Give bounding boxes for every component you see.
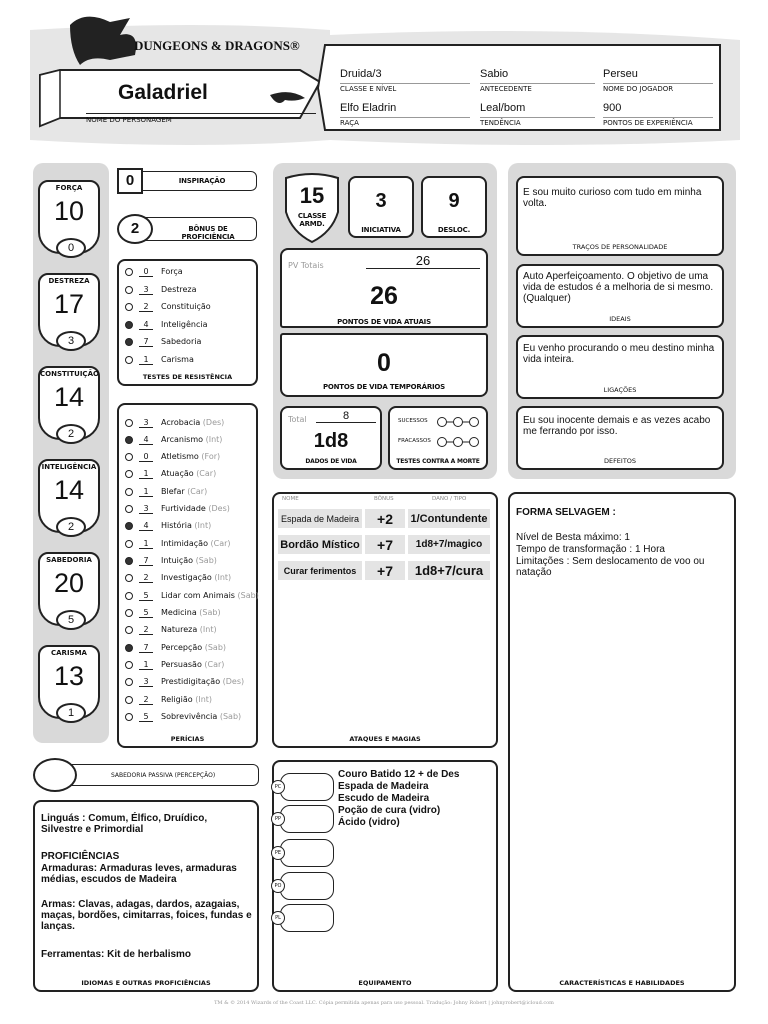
attack-name[interactable]: Bordão Místico	[278, 535, 362, 554]
attack-damage[interactable]: 1d8+7/magico	[408, 535, 490, 554]
passive-wisdom-box	[33, 758, 259, 792]
features-box	[508, 492, 736, 992]
coin-pl[interactable]	[275, 904, 334, 932]
save-dot[interactable]	[125, 321, 133, 329]
attr-name: CONSTITUIÇÃO	[40, 370, 99, 378]
equipment-label: EQUIPAMENTO	[358, 979, 412, 987]
skill-row[interactable]: 1 Blefar (Car)	[125, 483, 207, 500]
save-dot[interactable]	[125, 338, 133, 346]
race-label: RAÇA	[340, 117, 470, 127]
coin-label: PP	[271, 812, 285, 826]
equipment-item[interactable]: Poção de cura (vidro)	[338, 805, 441, 816]
attr-mod: 3	[56, 331, 86, 351]
background-label: ANTECEDENTE	[480, 83, 595, 93]
initiative-label: INICIATIVA	[361, 226, 401, 234]
equipment-item[interactable]: Couro Batido 12 + de Des	[338, 769, 460, 780]
alignment-label: TENDÊNCIA	[480, 117, 595, 127]
attr-intelligence[interactable]	[38, 459, 100, 533]
attack-bonus[interactable]: +2	[365, 509, 405, 528]
save-row[interactable]: 0 Força	[125, 263, 183, 280]
hit-dice-box	[280, 406, 382, 470]
class-level[interactable]: Druida/3	[340, 68, 382, 80]
xp-label: PONTOS DE EXPERIÊNCIA	[603, 117, 713, 127]
skill-dot[interactable]	[125, 540, 133, 548]
hp-total-value[interactable]: 26	[366, 253, 480, 269]
skill-row[interactable]: 3 Furtividade (Des)	[125, 500, 230, 517]
attr-charisma[interactable]	[38, 645, 100, 719]
player-name-label: NOME DO JOGADOR	[603, 83, 713, 93]
save-dot[interactable]	[125, 303, 133, 311]
hit-dice-value[interactable]: 1d8	[313, 430, 349, 452]
attr-dexterity[interactable]	[38, 273, 100, 347]
hp-total-label: PV Totais	[288, 261, 324, 270]
header-banner-art	[0, 0, 768, 150]
attr-value[interactable]: 13	[53, 661, 85, 691]
hp-temp-value[interactable]: 0	[377, 349, 391, 377]
attack-name[interactable]: Espada de Madeira	[278, 509, 362, 528]
attack-damage[interactable]: 1d8+7/cura	[408, 561, 490, 580]
skill-dot[interactable]	[125, 436, 133, 444]
inspiration-value[interactable]: 0	[117, 168, 143, 194]
background[interactable]: Sabio	[480, 68, 509, 80]
attacks-title: ATAQUES E MAGIAS	[349, 735, 421, 743]
skill-dot[interactable]	[125, 609, 133, 617]
hit-dice-label: DADOS DE VIDA	[305, 458, 357, 465]
ideals-label: IDEAIS	[609, 315, 631, 323]
skill-row[interactable]: 4 Arcanismo (Int)	[125, 431, 222, 448]
skill-dot[interactable]	[125, 626, 133, 634]
features-title-line[interactable]: FORMA SELVAGEM :	[516, 507, 616, 518]
attr-strength[interactable]	[38, 180, 100, 254]
save-row[interactable]: 1 Carisma	[125, 351, 194, 368]
hp-current-value[interactable]: 26	[370, 282, 398, 310]
skill-row[interactable]: 5 Lidar com Animais (Sab)	[125, 587, 259, 604]
armor-class-label: CLASSE ARMD.	[297, 212, 327, 228]
coin-label: PO	[271, 879, 285, 893]
attr-mod: 0	[56, 238, 86, 258]
speed-label: DESLOC.	[437, 226, 471, 234]
attr-wisdom[interactable]	[38, 552, 100, 626]
proficiency-value[interactable]: 2	[117, 214, 153, 244]
traits-label: TRAÇOS DE PERSONALIDADE	[572, 243, 668, 251]
attr-constitution[interactable]	[38, 366, 100, 440]
skills-title: PERÍCIAS	[170, 735, 205, 743]
skill-row[interactable]: 3 Acrobacia (Des)	[125, 414, 224, 431]
class-level-label: CLASSE E NÍVEL	[340, 83, 470, 93]
coin-label: PE	[271, 846, 285, 860]
equipment-item[interactable]: Ácido (vidro)	[338, 817, 400, 828]
death-success-label: SUCESSOS	[398, 418, 428, 424]
skill-row[interactable]: 0 Atletismo (For)	[125, 448, 220, 465]
attr-mod: 2	[56, 424, 86, 444]
skill-dot[interactable]	[125, 419, 133, 427]
proficiencies-box	[33, 800, 259, 992]
skill-row[interactable]: 1 Persuasão (Car)	[125, 656, 224, 673]
hp-current-label: PONTOS DE VIDA ATUAIS	[337, 318, 431, 326]
bonds-label: LIGAÇÕES	[603, 386, 637, 394]
coin-pp[interactable]	[274, 805, 334, 833]
proficiency-label: BÔNUS DE PROFICIÊNCIA	[181, 225, 235, 241]
skill-dot[interactable]	[125, 678, 133, 686]
race[interactable]: Elfo Eladrin	[340, 102, 397, 114]
skill-row[interactable]: 5 Sobrevivência (Sab)	[125, 708, 241, 725]
saves-title: TESTES DE RESISTÊNCIA	[142, 373, 233, 381]
flaws-box	[516, 406, 724, 470]
save-dot[interactable]	[125, 268, 133, 276]
skill-row[interactable]: 4 História (Int)	[125, 517, 211, 534]
inspiration-label: INSPIRAÇÃO	[178, 177, 226, 185]
skill-dot[interactable]	[125, 488, 133, 496]
skill-dot[interactable]	[125, 644, 133, 652]
death-saves-label: TESTES CONTRA A MORTE	[396, 458, 480, 465]
skill-row[interactable]: 3 Prestidigitação (Des)	[125, 673, 244, 690]
proficiency-box	[117, 214, 257, 244]
skill-row[interactable]: 7 Intuição (Sab)	[125, 552, 217, 569]
armor-class-value[interactable]: 15	[299, 183, 325, 208]
hp-current-box	[280, 248, 488, 328]
speed-box	[421, 176, 487, 238]
attr-mod: 2	[56, 517, 86, 537]
skill-row[interactable]: 1 Atuação (Car)	[125, 465, 216, 482]
logo-text: DUNGEONS & DRAGONS®	[134, 38, 300, 53]
weapons-text[interactable]: Armas: Clavas, adagas, dardos, azagaias, maças, bordões, cimitarras, foices, fundas e lanças.	[41, 899, 252, 932]
passive-wisdom-value[interactable]	[33, 758, 77, 792]
traits-box	[516, 176, 724, 256]
attacks-col-damage: DANO / TIPO	[432, 496, 467, 502]
ideals-text[interactable]: Auto Aperfeiçoamento. O objetivo de uma vida de estudos é a melhoria de si mesmo. (Qualquer)	[523, 271, 714, 304]
attacks-box	[272, 492, 498, 748]
proficiencies-heading[interactable]: PROFICIÊNCIAS	[41, 851, 120, 862]
skill-row[interactable]: 7 Percepção (Sab)	[125, 639, 226, 656]
attr-mod: 1	[56, 703, 86, 723]
flaws-label: DEFEITOS	[603, 457, 637, 465]
proficiencies-label: IDIOMAS E OUTRAS PROFICIÊNCIAS	[81, 979, 211, 987]
character-name-label: NOME DO PERSONAGEM	[86, 116, 172, 124]
skill-row[interactable]: 2 Investigação (Int)	[125, 569, 231, 586]
coin-pc[interactable]	[274, 773, 334, 801]
attacks-col-name: NOME	[282, 496, 299, 502]
save-dot[interactable]	[125, 286, 133, 294]
equipment-item[interactable]: Escudo de Madeira	[338, 793, 430, 804]
traits-text[interactable]: E sou muito curioso com tudo em minha volta.	[523, 187, 702, 209]
save-row[interactable]: 7 Sabedoria	[125, 333, 201, 350]
armor-text[interactable]: Armaduras: Armaduras leves, armaduras médias, escudos de Madeira	[41, 863, 237, 885]
coin-label: PC	[271, 780, 285, 794]
languages-text[interactable]: Linguás : Comum, Élfico, Druídico, Silvestre e Primordial	[41, 813, 208, 835]
save-dot[interactable]	[125, 356, 133, 364]
skill-row[interactable]: 2 Natureza (Int)	[125, 621, 217, 638]
equipment-item[interactable]: Espada de Madeira	[338, 781, 429, 792]
skill-row[interactable]: 1 Intimidação (Car)	[125, 535, 231, 552]
character-name[interactable]: Galadriel	[118, 81, 208, 104]
coin-pe[interactable]	[274, 839, 334, 867]
save-row[interactable]: 3 Destreza	[125, 281, 197, 298]
skill-dot[interactable]	[125, 661, 133, 669]
skill-row[interactable]: 2 Religião (Int)	[125, 691, 212, 708]
alignment[interactable]: Leal/bom	[480, 102, 526, 114]
skill-dot[interactable]	[125, 522, 133, 530]
features-line[interactable]: Tempo de transformação : 1 Hora	[516, 544, 665, 555]
attr-value[interactable]: 14	[53, 475, 85, 505]
skill-dot[interactable]	[125, 713, 133, 721]
inspiration-box	[117, 168, 257, 194]
death-fail-label: FRACASSOS	[398, 438, 431, 444]
initiative-value[interactable]: 3	[375, 190, 387, 212]
skill-row[interactable]: 5 Medicina (Sab)	[125, 604, 221, 621]
skill-dot[interactable]	[125, 696, 133, 704]
death-saves-box	[388, 406, 488, 470]
attr-value[interactable]: 20	[53, 568, 85, 598]
xp[interactable]: 900	[603, 102, 622, 114]
hit-dice-total[interactable]: 8	[316, 410, 376, 423]
skill-dot[interactable]	[125, 592, 133, 600]
attack-bonus[interactable]: +7	[365, 535, 405, 554]
attr-name: DESTREZA	[48, 277, 90, 285]
skill-dot[interactable]	[125, 470, 133, 478]
features-label: CARACTERÍSTICAS E HABILIDADES	[559, 979, 685, 987]
attr-name: INTELIGÊNCIA	[41, 463, 97, 471]
header	[0, 0, 768, 150]
skill-dot[interactable]	[125, 453, 133, 461]
skill-dot[interactable]	[125, 505, 133, 513]
player-name[interactable]: Perseu	[603, 68, 638, 80]
attr-name: CARISMA	[51, 649, 87, 657]
hp-temp-box	[280, 333, 488, 397]
attr-value[interactable]: 17	[53, 289, 85, 319]
coin-po[interactable]	[274, 872, 334, 900]
death-fail-circles-icon[interactable]	[436, 436, 482, 448]
initiative-box	[348, 176, 414, 238]
attr-name: FORÇA	[55, 184, 83, 192]
attr-value[interactable]: 10	[53, 196, 85, 226]
attack-name[interactable]: Curar ferimentos	[278, 561, 362, 580]
attacks-col-bonus: BÔNUS	[374, 496, 394, 502]
flaws-text[interactable]: Eu sou inocente demais e as vezes acabo me ferrando por isso.	[523, 415, 711, 437]
attr-mod: 5	[56, 610, 86, 630]
attr-value[interactable]: 14	[53, 382, 85, 412]
passive-wisdom-label: SABEDORIA PASSIVA (PERCEPÇÃO)	[111, 772, 216, 779]
features-line[interactable]: Nível de Besta máximo: 1	[516, 532, 630, 543]
attack-damage[interactable]: 1/Contundente	[408, 509, 490, 528]
hp-temp-label: PONTOS DE VIDA TEMPORÁRIOS	[322, 383, 446, 391]
tools-text[interactable]: Ferramentas: Kit de herbalismo	[41, 949, 192, 960]
coin-label: PL	[271, 911, 285, 925]
bonds-box	[516, 335, 724, 399]
speed-value[interactable]: 9	[448, 190, 460, 212]
features-line[interactable]: Limitações : Sem deslocamento de voo ou natação	[516, 556, 705, 578]
attack-bonus[interactable]: +7	[365, 561, 405, 580]
death-success-circles-icon[interactable]	[436, 416, 482, 428]
skill-dot[interactable]	[125, 557, 133, 565]
save-row[interactable]: 2 Constituição	[125, 298, 211, 315]
attr-name: SABEDORIA	[46, 556, 92, 564]
skill-dot[interactable]	[125, 574, 133, 582]
ideals-box	[516, 264, 724, 328]
hit-dice-total-label: Total	[288, 415, 307, 424]
footer-copyright: TM & © 2014 Wizards of the Coast LLC. Cópia permitida apenas para uso pessoal. Tradução: Johny Robert | johnyrobert@icloud.com	[214, 1000, 554, 1006]
save-row[interactable]: 4 Inteligência	[125, 316, 208, 333]
bonds-text[interactable]: Eu venho procurando o meu destino minha vida inteira.	[523, 343, 715, 365]
